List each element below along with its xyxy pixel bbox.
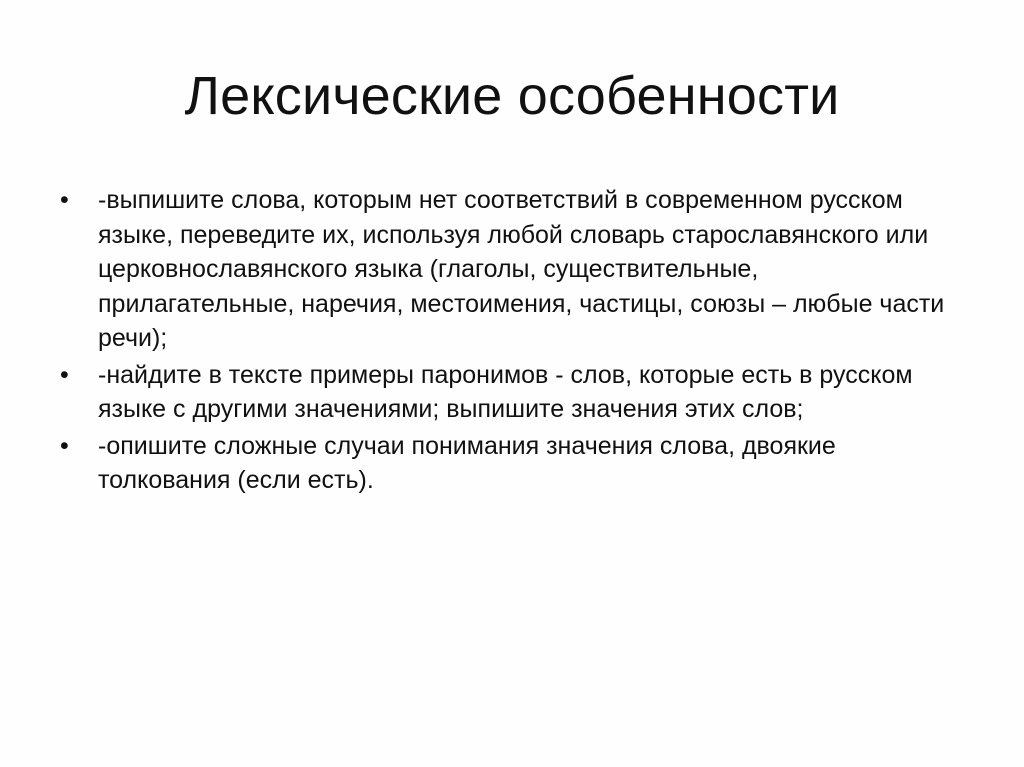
bullet-text: -опишите сложные случаи понимания значения слова, двоякие толкования (если есть). (98, 431, 836, 494)
bullet-dot-icon: • (60, 431, 69, 460)
bullet-item (60, 358, 960, 427)
bullet-item (60, 429, 960, 498)
bullet-text: -выпишите слова, которым нет соответствий в современном русском языке, переведите их, используя любой словарь старославянского или церковнославянского языка (глаголы, существительные, прилагательные, наречия, местоимения, частицы, союзы – любые части речи); (98, 186, 945, 352)
bullet-item (60, 183, 960, 356)
bullet-dot-icon: • (60, 186, 69, 214)
slide-title: Лексические особенности (184, 66, 840, 126)
bullet-dot-icon: • (60, 360, 69, 389)
bullet-list (60, 183, 960, 500)
bullet-text: -найдите в тексте примеры паронимов - слов, которые есть в русском языке с другими значениями; выпишите значения этих слов; (98, 360, 913, 423)
